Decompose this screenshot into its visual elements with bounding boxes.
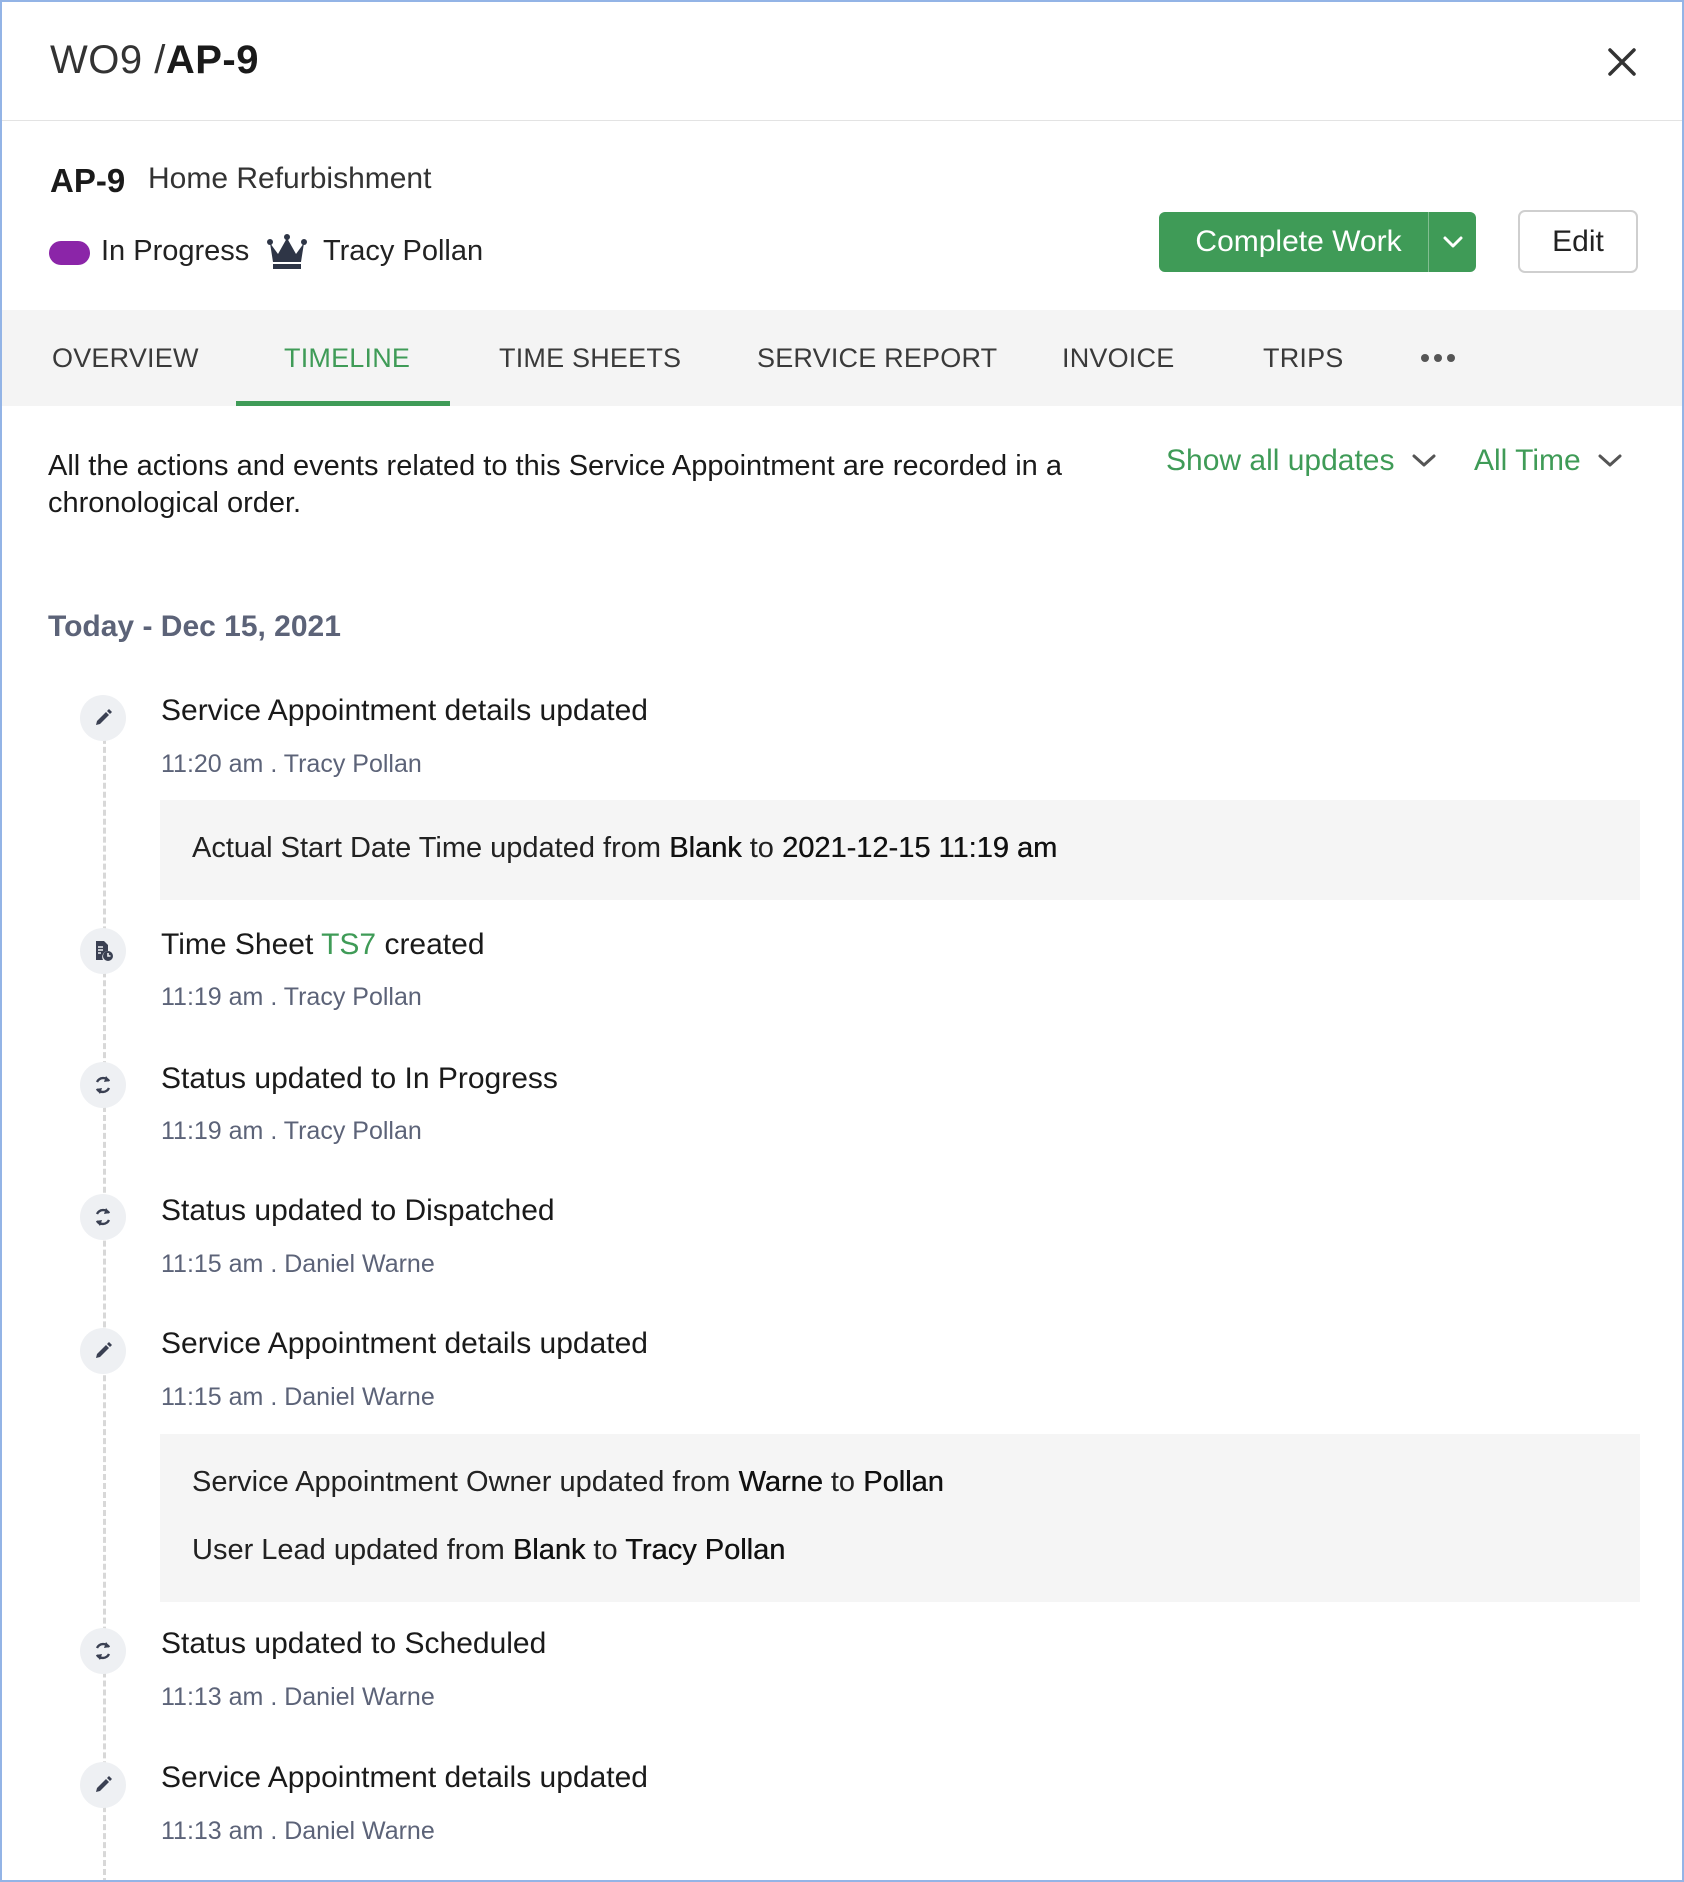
event-title: Status updated to Dispatched [161,1194,555,1227]
breadcrumb-parent[interactable]: WO9 / [50,38,166,82]
appointment-id: AP-9 [50,162,126,199]
pencil-icon [80,1762,126,1808]
event-details [160,800,1640,900]
event-title: Service Appointment details updated [161,1327,648,1360]
tab-invoice[interactable]: INVOICE [1062,342,1175,373]
more-icon[interactable] [1420,310,1456,406]
chevron-down-icon [1411,453,1437,469]
sync-icon [80,1062,126,1108]
event-title: Time Sheet TS7 created [161,928,485,961]
event-meta: 11:20 am . Tracy Pollan [161,750,422,778]
pencil-icon [80,1328,126,1374]
event-title: Service Appointment details updated [161,1761,648,1794]
event-meta: 11:19 am . Tracy Pollan [161,1117,422,1145]
sync-icon [80,1628,126,1674]
active-tab-indicator [236,401,450,406]
breadcrumb [50,38,259,83]
event-meta: 11:13 am . Daniel Warne [161,1683,435,1711]
timesheet-link[interactable]: TS7 [321,928,377,961]
updates-filter-dropdown[interactable] [1166,444,1437,478]
detail-line: User Lead updated from Blank to Tracy Pollan [192,1534,786,1566]
date-group-heading: Today - Dec 15, 2021 [48,610,341,643]
sync-icon [80,1194,126,1240]
breadcrumb-current: AP-9 [165,38,259,82]
pencil-icon [80,695,126,741]
event-title: Status updated to In Progress [161,1062,558,1095]
crown-icon [266,232,308,272]
event-details [160,1434,1640,1602]
timeline-description: All the actions and events related to this Service Appointment are recorded in a chronological order. [48,450,1062,519]
edit-button[interactable]: Edit [1518,210,1638,273]
tab-time-sheets[interactable]: TIME SHEETS [499,342,682,373]
panel-header [2,2,1682,121]
appointment-name: Home Refurbishment [148,162,432,195]
tab-timeline[interactable]: TIMELINE [284,342,411,373]
event-meta: 11:19 am . Tracy Pollan [161,983,422,1011]
appointment-summary [2,122,1682,310]
timesheet-icon [80,928,126,974]
chevron-down-icon[interactable] [1428,212,1476,272]
tab-bar [2,310,1682,406]
event-meta: 11:15 am . Daniel Warne [161,1383,435,1411]
owner-name[interactable]: Tracy Pollan [323,235,484,267]
updates-filter-label: Show all updates [1166,444,1395,477]
tab-service-report[interactable]: SERVICE REPORT [757,342,998,373]
event-title: Service Appointment details updated [161,694,648,727]
complete-work-button[interactable] [1159,212,1476,272]
tab-overview[interactable]: OVERVIEW [52,342,199,373]
event-meta: 11:15 am . Daniel Warne [161,1250,435,1278]
time-filter-dropdown[interactable] [1474,444,1623,478]
event-meta: 11:13 am . Daniel Warne [161,1817,435,1845]
complete-work-label: Complete Work [1195,225,1402,258]
status-indicator [49,241,90,265]
chevron-down-icon [1597,453,1623,469]
time-filter-label: All Time [1474,444,1581,477]
status-text: In Progress [101,235,250,267]
detail-line: Actual Start Date Time updated from Blank to 2021-12-15 11:19 am [192,832,1058,864]
tab-trips[interactable]: TRIPS [1263,342,1344,373]
event-title: Status updated to Scheduled [161,1627,547,1660]
close-icon[interactable] [1602,42,1642,82]
detail-line: Service Appointment Owner updated from Warne to Pollan [192,1466,944,1498]
timeline-connector [103,702,106,1882]
